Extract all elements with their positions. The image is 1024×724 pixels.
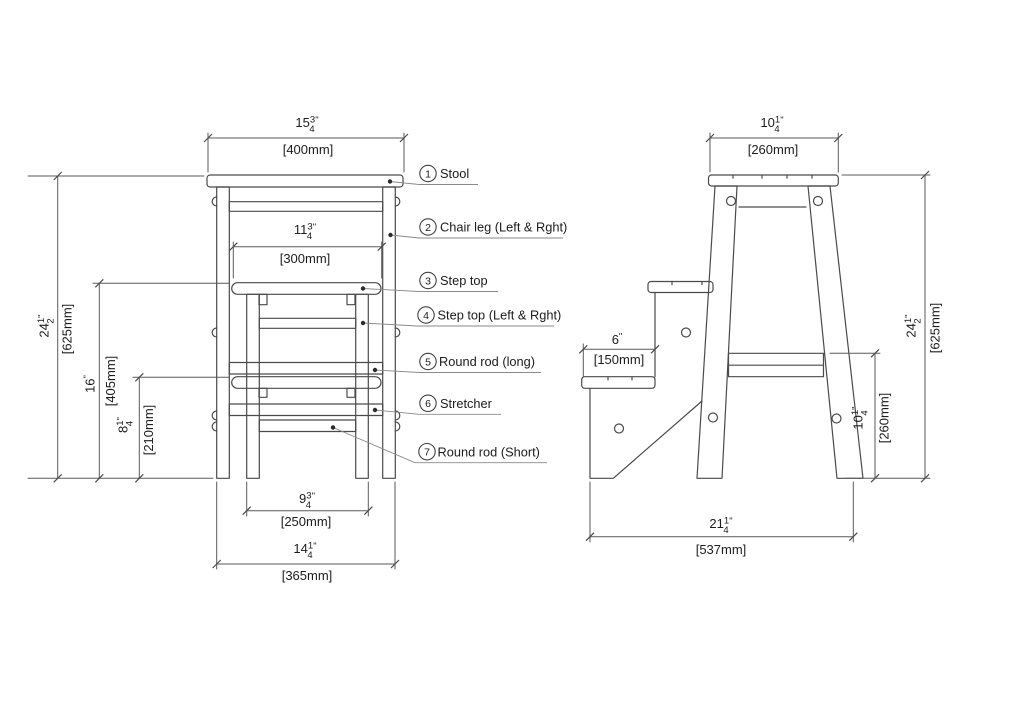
dim-lower-height-mm: [210mm] [141, 404, 156, 456]
dim-step-width-inches: $11^3$ 4" [293, 221, 317, 242]
callout-4-dot [361, 321, 365, 325]
dim-front-width [204, 115, 408, 173]
side-dowel-hole-leg-rear [832, 414, 841, 423]
front-apron [229, 202, 382, 212]
dim-side-height [842, 171, 943, 482]
callout-6 [373, 395, 501, 414]
front-dowel-bumps-left [212, 197, 217, 431]
callout-6-dot [373, 408, 377, 412]
front-dowel-bumps-right [395, 197, 400, 431]
front-lower-cleat-left [259, 388, 267, 397]
dim-step-height-mm: [405mm] [103, 355, 118, 407]
dim-step-depth [579, 332, 659, 378]
callout-4-leader [363, 323, 554, 326]
dimensions [28, 115, 943, 584]
dim-front-width-mm: [400mm] [282, 142, 334, 157]
side-dowel-hole-leg-front [709, 413, 718, 422]
front-step-top [232, 283, 381, 295]
extension-lines [590, 482, 853, 542]
dim-step-depth-inches: 6" [611, 331, 623, 347]
side-dowel-hole-riser [682, 328, 691, 337]
side-dowel-hole-panel [615, 424, 624, 433]
dim-step-width-mm: [300mm] [279, 251, 331, 266]
callout-5-label: Round rod (long) [439, 354, 536, 370]
callout-1-label: Stool [440, 166, 470, 182]
side-rear-leg [808, 186, 863, 478]
dim-rod-height-inches: $10^14^"$ [850, 406, 871, 430]
callout-6-number: 6 [425, 398, 431, 411]
dim-rod-height-mm: [260mm] [876, 392, 892, 444]
dim-step-height-inches: 16" [82, 375, 98, 393]
callout-7-dot [331, 425, 335, 429]
side-dowel-hole-seat-rear [814, 197, 823, 206]
dim-total-height-inches: $24^12^"$ [36, 314, 57, 338]
callout-2-dot [388, 233, 392, 237]
front-step-cleat-right [347, 294, 355, 304]
front-stool-seat [207, 175, 403, 187]
side-front-leg [697, 186, 737, 478]
dim-total-depth-mm: [537mm] [695, 542, 747, 557]
callout-4-number: 4 [423, 309, 429, 322]
front-round-rod-long [229, 363, 382, 375]
dim-step-depth-mm: [150mm] [593, 352, 645, 367]
front-stretcher [229, 404, 382, 416]
dim-outer-feet-mm: [365mm] [281, 568, 333, 583]
dim-seat-depth-mm: [260mm] [747, 142, 799, 157]
callout-7 [331, 425, 547, 462]
side-view [582, 175, 863, 478]
dim-total-depth [586, 482, 857, 557]
dim-side-height-inches: $24^12^"$ [903, 314, 924, 338]
side-lower-step-ticks [608, 377, 632, 380]
callout-2-number: 2 [425, 221, 431, 234]
callout-1-number: 1 [425, 168, 431, 181]
dim-step-width [229, 222, 385, 279]
dim-rod-height [830, 349, 930, 482]
callout-7-number: 7 [424, 446, 430, 459]
callout-6-label: Stretcher [440, 395, 492, 411]
dim-total-height-mm: [625mm] [59, 303, 75, 355]
callout-2 [388, 219, 567, 238]
front-chair-leg-right [383, 187, 396, 478]
dim-side-height-mm: [625mm] [927, 302, 943, 354]
side-dowel-hole-seat-front [727, 197, 736, 206]
side-upper-step [648, 282, 713, 293]
front-step-leg-left [247, 294, 260, 478]
callout-3-number: 3 [425, 275, 431, 288]
dim-lower-height-inches: $8^14^"$ [115, 417, 136, 433]
dim-outer-feet-inches: $14^1$ 4" [293, 540, 317, 561]
dim-seat-depth [706, 115, 842, 173]
callout-7-label: Round rod (Short) [437, 444, 540, 460]
callout-5-leader [375, 370, 541, 373]
callout-2-leader [391, 235, 564, 238]
dim-seat-depth-inches: $10^1$ 4" [760, 114, 784, 135]
front-view [207, 175, 403, 478]
callout-3-dot [361, 286, 365, 290]
dim-inner-feet [243, 482, 373, 529]
side-upper-step-ticks [672, 282, 702, 285]
dim-total-depth-inches: $21^1$ 4" [709, 515, 733, 536]
side-lower-step [582, 377, 655, 389]
side-seat-grain-ticks [733, 176, 812, 179]
dim-inner-feet-inches: $9^3$ 4" [299, 490, 315, 511]
dim-front-width-inches: $15^3$ 4" [295, 114, 319, 135]
front-lower-cleat-right [347, 388, 355, 397]
front-chair-leg-left [217, 187, 230, 478]
callout-5-dot [373, 368, 377, 372]
side-step-panel [590, 388, 702, 478]
callout-3-label: Step top [440, 273, 488, 289]
callout-5-number: 5 [425, 356, 431, 369]
callout-4-label: Step top (Left & Rght) [437, 307, 562, 323]
front-round-rod-short [259, 420, 355, 432]
dim-inner-feet-mm: [250mm] [280, 514, 332, 529]
front-step-side-rail [259, 318, 355, 328]
front-step-cleat-left [259, 294, 267, 304]
side-stool-seat [709, 175, 839, 186]
callout-2-label: Chair leg (Left & Rght) [440, 219, 568, 235]
callouts [331, 165, 568, 462]
callout-5 [373, 353, 541, 372]
callout-4 [361, 307, 561, 326]
callout-1-dot [388, 179, 392, 183]
dim-total-height [28, 172, 213, 482]
front-lower-step-top [232, 377, 381, 389]
